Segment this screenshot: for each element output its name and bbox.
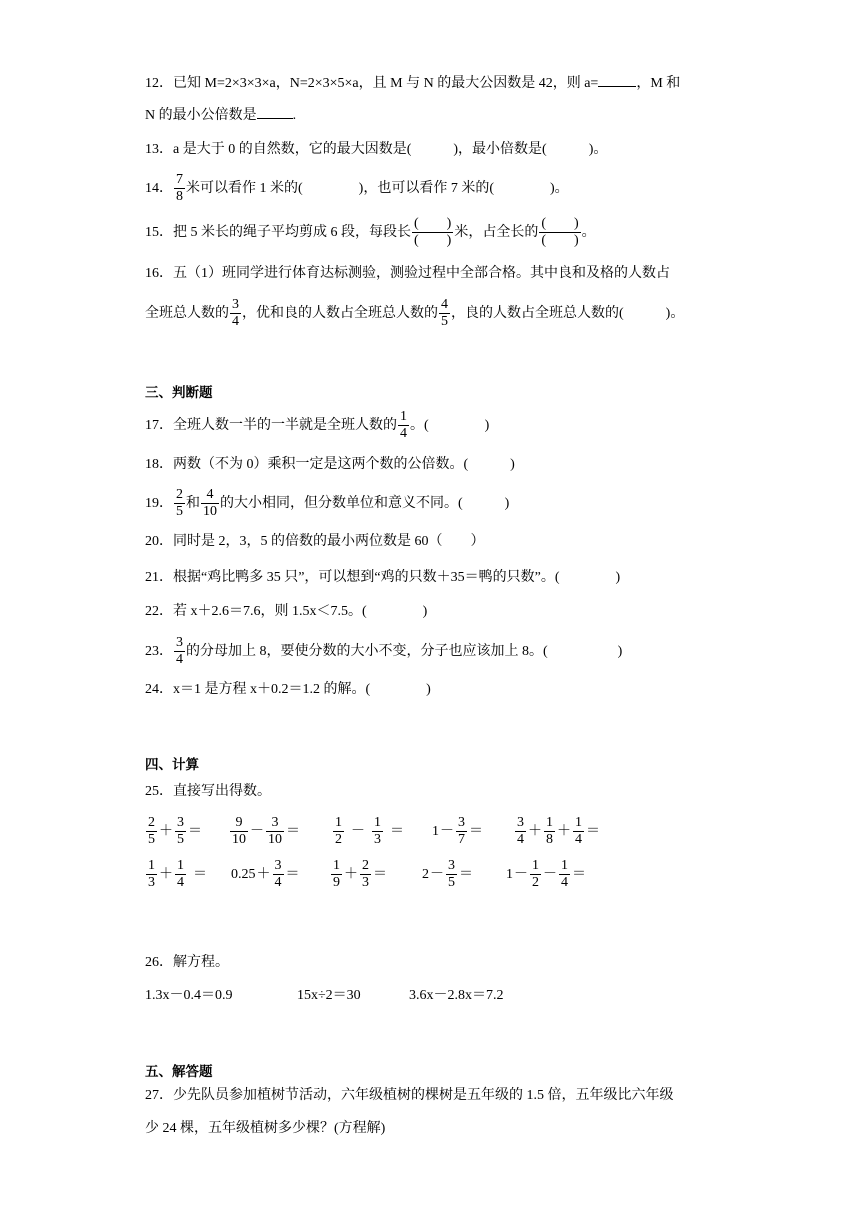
- q12-text-b: ，M 和: [636, 76, 681, 91]
- question-22: 22．若 x＋2.6＝7.6，则 1.5x＜7.5。( ): [145, 604, 428, 619]
- q19-number: 19．: [145, 496, 173, 511]
- q17-fraction: $\frac{1}{4}$: [400, 409, 407, 442]
- equation-2: 15x÷2＝30: [297, 988, 361, 1003]
- question-13: 13．a 是大于 0 的自然数，它的最大因数是( )，最小倍数是( )。: [145, 142, 608, 157]
- question-23: [145, 634, 622, 670]
- q14-fraction: $\frac{7}{8}$: [176, 172, 183, 205]
- q16-fraction-1: $\frac{3}{4}$: [232, 297, 239, 330]
- question-27-line2: 少 24 棵，五年级植树多少棵？(方程解): [145, 1121, 386, 1136]
- calc-r1c1: $\frac{2}{5}$ ＋ $\frac{3}{5}$ ＝: [148, 815, 202, 848]
- q15-text-b: 米，占全长的: [454, 225, 539, 240]
- calc-r2c1: $\frac{1}{3}$ ＋ $\frac{1}{4}$ ＝: [148, 858, 207, 891]
- question-12-line2: [145, 107, 296, 125]
- q14-text: 米可以看作 1 米的( )，也可以看作 7 米的( )。: [186, 181, 569, 196]
- calc-r1c4: 1－ $\frac{3}{7}$ ＝: [432, 815, 483, 848]
- question-21: 21．根据“鸡比鸭多 35 只”，可以想到“鸡的只数＋35＝鸭的只数”。( ): [145, 570, 621, 585]
- question-16-line2: [145, 296, 684, 332]
- q14-number: 14．: [145, 181, 173, 196]
- q19-fraction-2: $\frac{4}{10}$: [203, 487, 217, 520]
- q16-fraction-2: $\frac{4}{5}$: [441, 297, 448, 330]
- q12-text-a: 12．已知 M=2×3×3×a，N=2×3×5×a，且 M 与 N 的最大公因数是 42，则 a=: [145, 76, 599, 91]
- calc-r2c3: $\frac{1}{9}$ ＋ $\frac{2}{3}$ ＝: [333, 858, 387, 891]
- calc-r2c5: 1－ $\frac{1}{2}$ － $\frac{1}{4}$ ＝: [506, 858, 586, 891]
- q17-text-a: 17．全班人数一半的一半就是全班人数的: [145, 418, 397, 433]
- question-16-line1: 16．五（1）班同学进行体育达标测验，测验过程中全部合格。其中良和及格的人数占: [145, 266, 670, 281]
- q19-fraction-1: $\frac{2}{5}$: [176, 487, 183, 520]
- calc-r1c2: $\frac{9}{10}$ － $\frac{3}{10}$ ＝: [232, 815, 300, 848]
- q19-text-b: 的大小相同，但分数单位和意义不同。( ): [220, 496, 510, 511]
- q16-text-b: ，优和良的人数占全班总人数的: [242, 306, 438, 321]
- question-26-title: 26．解方程。: [145, 955, 229, 970]
- q15-blank-fraction-2: $\frac{( )}{( )}$: [541, 216, 579, 249]
- q23-number: 23．: [145, 644, 173, 659]
- q12-blank-a: [598, 86, 636, 87]
- section-4-heading: 四、计算: [145, 757, 199, 773]
- equation-1: 1.3x－0.4＝0.9: [145, 988, 233, 1003]
- q12-text-d: .: [292, 108, 297, 123]
- q19-and: 和: [186, 496, 200, 511]
- question-12-line1: [145, 75, 680, 93]
- question-14: [145, 172, 569, 206]
- question-19: [145, 486, 509, 522]
- q15-text-c: 。: [581, 225, 596, 240]
- section-5-heading: 五、解答题: [145, 1064, 213, 1080]
- question-25-title: 25．直接写出得数。: [145, 784, 271, 799]
- q23-text-b: 的分母加上 8，要使分数的大小不变，分子也应该加上 8。( ): [186, 644, 623, 659]
- calc-r1c3: $\frac{1}{2}$ － $\frac{1}{3}$ ＝: [335, 815, 404, 848]
- question-18: 18．两数（不为 0）乘积一定是这两个数的公倍数。( ): [145, 457, 515, 472]
- q12-blank-b: [257, 118, 293, 119]
- section-3-heading: 三、判断题: [145, 385, 213, 401]
- calc-r2c2: 0.25＋ $\frac{3}{4}$ ＝: [231, 858, 300, 891]
- q15-blank-fraction-1: $\frac{( )}{( )}$: [414, 216, 452, 249]
- q12-text-c: N 的最小公倍数是: [145, 108, 257, 123]
- calc-r2c4: 2－ $\frac{3}{5}$ ＝: [422, 858, 473, 891]
- question-24: 24．x＝1 是方程 x＋0.2＝1.2 的解。( ): [145, 682, 431, 697]
- q16-text-a: 全班总人数的: [145, 306, 229, 321]
- q16-text-c: ，良的人数占全班总人数的( )。: [451, 306, 685, 321]
- question-15: [145, 215, 596, 251]
- q23-fraction: $\frac{3}{4}$: [176, 635, 183, 668]
- question-17: [145, 408, 489, 444]
- question-20: 20．同时是 2，3，5 的倍数的最小两位数是 60（ ）: [145, 534, 485, 549]
- calc-r1c5: $\frac{3}{4}$ ＋ $\frac{1}{8}$ ＋ $\frac{1}{4}$ ＝: [517, 815, 600, 848]
- question-27-line1: 27．少先队员参加植树节活动，六年级植树的棵树是五年级的 1.5 倍，五年级比六年级: [145, 1088, 674, 1103]
- q15-text-a: 15．把 5 米长的绳子平均剪成 6 段，每段长: [145, 225, 411, 240]
- q17-text-b: 。( ): [410, 418, 490, 433]
- equation-3: 3.6x－2.8x＝7.2: [409, 988, 504, 1003]
